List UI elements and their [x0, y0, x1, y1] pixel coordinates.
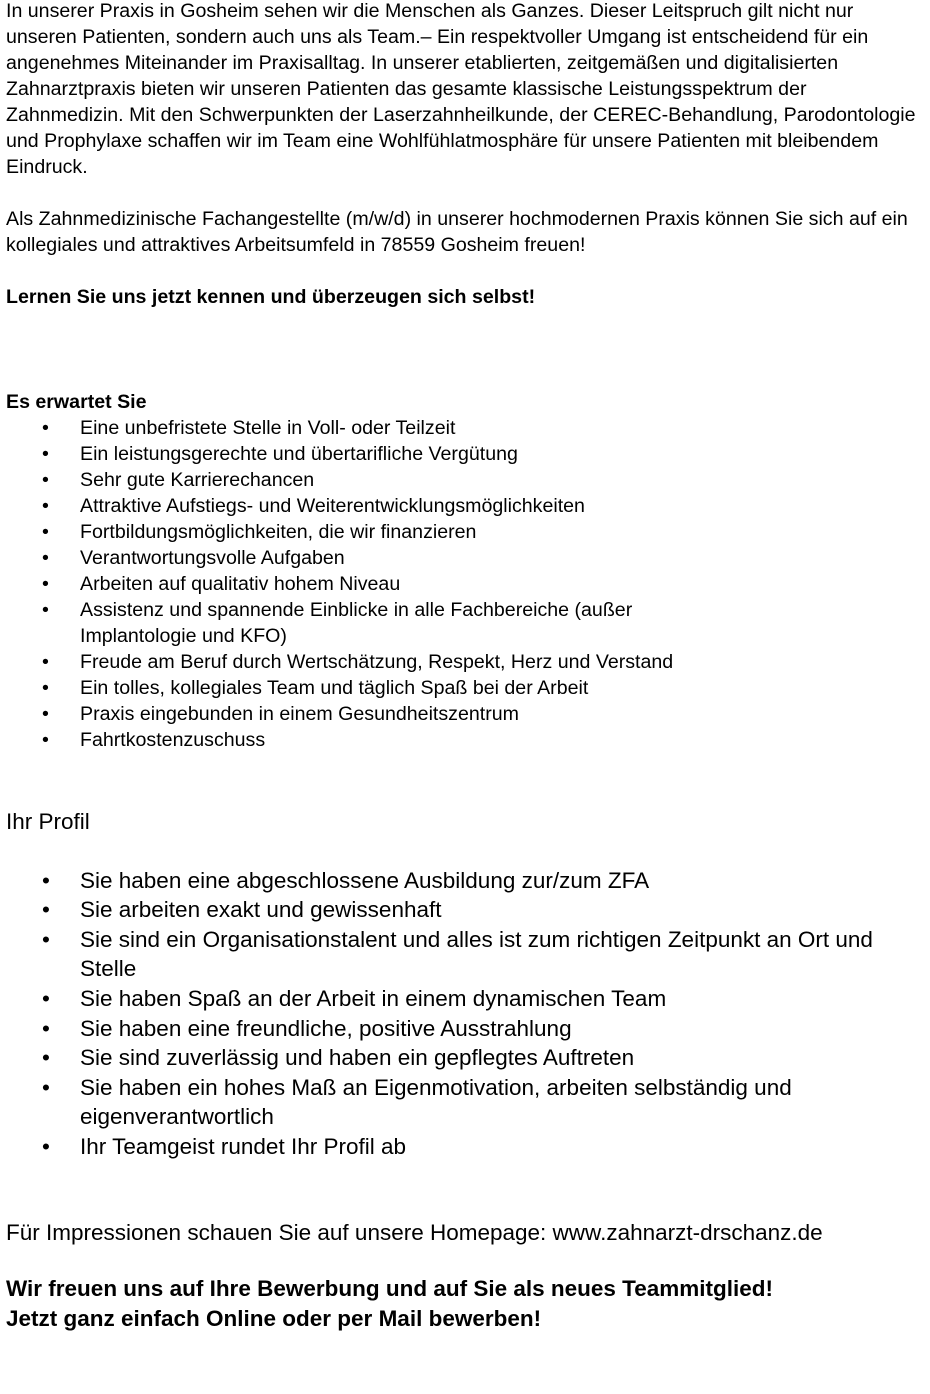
offer-item-text: Eine unbefristete Stelle in Voll- oder Teilzeit [80, 417, 456, 439]
bullet-icon: • [42, 495, 49, 517]
offer-item-text: Praxis eingebunden in einem Gesundheitszentrum [80, 703, 519, 725]
offer-list-item [6, 571, 928, 597]
bullet-icon: • [42, 729, 49, 751]
offer-list-item [6, 467, 928, 493]
profile-item-text: Sie sind zuverlässig und haben ein gepflegtes Auftreten [80, 1045, 635, 1071]
bullet-icon: • [42, 1045, 50, 1071]
offer-item-text: Sehr gute Karrierechancen [80, 469, 315, 491]
bullet-icon: • [42, 1015, 50, 1041]
bullet-icon: • [42, 1133, 50, 1159]
profile-list-item [6, 925, 928, 984]
bullet-icon: • [42, 469, 49, 491]
profile-item-text: Sie haben ein hohes Maß an Eigenmotivation, arbeiten selbständig und eigenverantwortlich [80, 1074, 792, 1130]
offer-item-text: Arbeiten auf qualitativ hohem Niveau [80, 573, 401, 595]
closing-line: Jetzt ganz einfach Online oder per Mail bewerben! [6, 1305, 542, 1331]
offer-list-item [6, 493, 928, 519]
profile-list-item [6, 1073, 928, 1132]
profile-list-item [6, 1014, 928, 1044]
bullet-icon: • [42, 521, 49, 543]
profile-list-item [6, 1043, 928, 1073]
profile-heading: Ihr Profil [6, 809, 90, 834]
bullet-icon: • [42, 677, 49, 699]
offer-item-text: Ein tolles, kollegiales Team und täglich Spaß bei der Arbeit [80, 677, 589, 699]
bullet-icon: • [42, 547, 49, 569]
intro-call-to-action: Lernen Sie uns jetzt kennen und überzeugen sich selbst! [6, 286, 536, 308]
bullet-icon: • [42, 1074, 50, 1100]
bullet-icon: • [42, 926, 50, 952]
profile-list-item [6, 984, 928, 1014]
intro-paragraph: In unserer Praxis in Gosheim sehen wir die Menschen als Ganzes. Dieser Leitspruch gilt nicht nur unseren Patienten, sondern auch uns als Team.– Ein respektvoller Umgang ist entscheidend für ein angenehmes Miteinander im Praxisalltag. In unserer etablierten, zeitgemäßen und digitalisierten Zahnarztpraxis bieten wir unseren Patienten das gesamte klassische Leistungsspektrum der Zahnmedizin. Mit den Schwerpunkten der Laserzahnheilkunde, der CEREC-Behandlung, Parodontologie und Prophylaxe schaffen wir im Team eine Wohlfühlatmosphäre für unsere Patienten mit bleibendem Eindruck. [6, 0, 916, 178]
job-description-paragraph: Als Zahnmedizinische Fachangestellte (m/w/d) in unserer hochmodernen Praxis können Sie sich auf ein kollegiales und attraktives Arbeitsumfeld in 78559 Gosheim freuen! [6, 208, 908, 256]
bullet-icon: • [42, 417, 49, 439]
bullet-icon: • [42, 897, 50, 923]
offer-item-text: Freude am Beruf durch Wertschätzung, Respekt, Herz und Verstand [80, 651, 674, 673]
offer-item-text: Attraktive Aufstiegs- und Weiterentwicklungsmöglichkeiten [80, 495, 585, 517]
profile-item-text: Ihr Teamgeist rundet Ihr Profil ab [80, 1133, 406, 1159]
offer-item-text: Verantwortungsvolle Aufgaben [80, 547, 345, 569]
bullet-icon: • [42, 651, 49, 673]
profile-list [6, 866, 928, 1162]
offer-list [6, 415, 928, 753]
offer-list-item [6, 597, 928, 649]
offer-list-item [6, 519, 928, 545]
offer-item-text: Fahrtkostenzuschuss [80, 729, 266, 751]
profile-item-text: Sie haben Spaß an der Arbeit in einem dynamischen Team [80, 985, 667, 1011]
homepage-line: Für Impressionen schauen Sie auf unsere Homepage: www.zahnarzt-drschanz.de [6, 1219, 823, 1245]
offer-item-text: Ein leistungsgerechte und übertarifliche Vergütung [80, 443, 518, 465]
offer-list-item [6, 441, 928, 467]
profile-list-item [6, 895, 928, 925]
profile-item-text: Sie sind ein Organisationstalent und alles ist zum richtigen Zeitpunkt an Ort und Stelle [80, 926, 873, 982]
offer-list-item [6, 649, 928, 675]
bullet-icon: • [42, 443, 49, 465]
bullet-icon: • [42, 599, 49, 621]
profile-list-item [6, 1132, 928, 1162]
bullet-icon: • [42, 703, 49, 725]
offer-list-item [6, 415, 928, 441]
offer-item-text: Assistenz und spannende Einblicke in alle Fachbereiche (außer Implantologie und KFO) [80, 599, 633, 647]
offer-list-item [6, 701, 928, 727]
profile-item-text: Sie arbeiten exakt und gewissenhaft [80, 897, 442, 923]
job-posting-document [6, 0, 928, 1333]
bullet-icon: • [42, 985, 50, 1011]
offer-list-item [6, 545, 928, 571]
offer-list-item [6, 675, 928, 701]
offer-list-item [6, 727, 928, 753]
profile-item-text: Sie haben eine abgeschlossene Ausbildung zur/zum ZFA [80, 867, 650, 893]
closing-line: Wir freuen uns auf Ihre Bewerbung und auf Sie als neues Teammitglied! [6, 1276, 774, 1302]
profile-list-item [6, 866, 928, 896]
profile-item-text: Sie haben eine freundliche, positive Ausstrahlung [80, 1015, 572, 1041]
bullet-icon: • [42, 573, 49, 595]
closing-statement [6, 1274, 928, 1333]
bullet-icon: • [42, 867, 50, 893]
offer-heading: Es erwartet Sie [6, 391, 147, 413]
offer-item-text: Fortbildungsmöglichkeiten, die wir finanzieren [80, 521, 477, 543]
